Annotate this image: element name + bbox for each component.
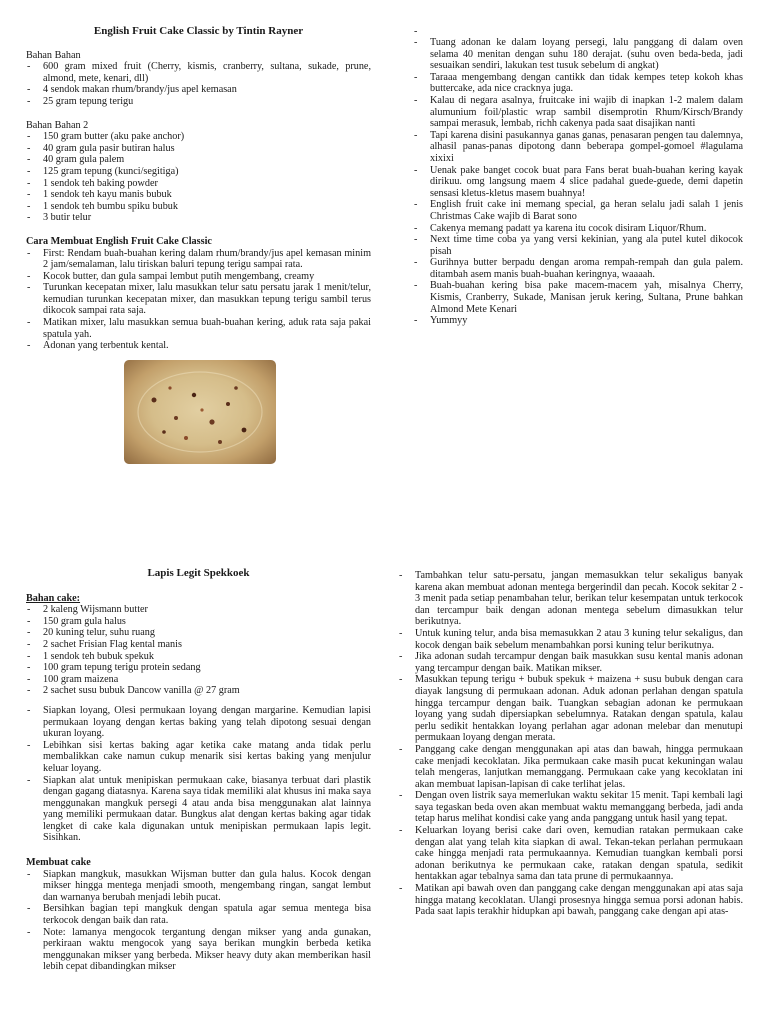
cara-list — [26, 248, 371, 352]
list-item: - 1 sendok teh baking powder — [26, 178, 371, 190]
list-item: - 20 kuning telur, suhu ruang — [26, 627, 371, 639]
bahan-cake-heading: Bahan cake: — [26, 592, 81, 604]
list-item: - Lebihkan sisi kertas baking agar ketika cake matang anda tidak perlu membalikkan cake namun cukup menarik sisi kertas baking yang menjulur keluar loyang. — [26, 740, 371, 775]
list-item: - 150 gram butter (aku pake anchor) — [26, 131, 371, 143]
fruitcake-right-list — [413, 26, 743, 327]
bahan1-list — [26, 61, 371, 107]
list-item: - 2 sachet susu bubuk Dancow vanilla @ 27 gram — [26, 685, 371, 697]
spekkoek-prep-list — [26, 705, 371, 844]
bahan2-list — [26, 131, 371, 224]
list-item: - Dengan oven listrik saya memerlukan waktu sekitar 15 menit. Tapi kembali lagi saya tegaskan beda oven akan membuat waktu memanggang berbeda, jadi anda tetap harus melihat kondisi cake yang anda panggang untuk hasil yang tepat. — [398, 790, 743, 825]
list-item: - Tuang adonan ke dalam loyang persegi, lalu panggang di dalam oven selama 40 menitan dengan suhu 180 derajat. (suhu oven beda-beda, jadi sesuaikan sendiri, lakukan test tusuk sebelum di angkat) — [413, 37, 743, 72]
list-item: - 40 gram gula palem — [26, 154, 371, 166]
list-item: - 1 sendok teh bumbu spiku bubuk — [26, 201, 371, 213]
list-item: - Taraaa mengembang dengan cantikk dan tidak kempes tetep kokoh khas buttercake, ada nice cracknya juga. — [413, 72, 743, 95]
membuat-cake-heading: Membuat cake — [26, 857, 91, 869]
list-item: - Panggang cake dengan menggunakan api atas dan bawah, hingga permukaan cake menjadi kecoklatan. Jika permukaan cake masih pucat kekuningan walau telah mengeras, lanjutkan memanggang. Permukaan cake yang kecoklatan ini akan membuat lapisan-lapisan di cake terlihat jelas. — [398, 744, 743, 790]
spekkoek-membuat-list — [26, 869, 371, 973]
list-item: - Matikan mixer, lalu masukkan semua buah-buahan kering, aduk rata saja pakai spatula yah. — [26, 317, 371, 340]
spekkoek-left-column — [26, 568, 371, 973]
list-item: - Tambahkan telur satu-persatu, jangan memasukkan telur sekaligus banyak karena akan membuat adonan mentega bergerindil dan pecah. Kocok sekitar 2 - 3 menit pada setiap penambahan telur, berikan telur kesempatan untuk terkocok dan tercampur baik dengan adonan mentega sebelum dimasukkan telur berikutnya. — [398, 570, 743, 628]
list-item: - Bersihkan bagian tepi mangkuk dengan spatula agar semua mentega bisa terkocok dengan baik dan rata. — [26, 903, 371, 926]
list-item: - 4 sendok makan rhum/brandy/jus apel kemasan — [26, 84, 371, 96]
list-item: - 2 sachet Frisian Flag kental manis — [26, 639, 371, 651]
list-item: - Adonan yang terbentuk kental. — [26, 340, 371, 352]
list-item: - Matikan api bawah oven dan panggang cake dengan menggunakan api atas saja hingga matang kecoklatan. Ulangi prosesnya hingga semua porsi adonan habis. Pada saat lapis terakhir hidupkan api bawah, panggang cake dengan api atas- — [398, 883, 743, 918]
list-item: - 1 sendok teh bubuk spekuk — [26, 651, 371, 663]
cake-batter-photo — [124, 360, 276, 464]
list-item: - 150 gram gula halus — [26, 616, 371, 628]
list-item: - Cakenya memang padatt ya karena itu cocok disiram Liquor/Rhum. — [413, 223, 743, 235]
list-item: - English fruit cake ini memang special, ga heran selalu jadi salah 1 jenis Christmas Cake wajib di Barat sono — [413, 199, 743, 222]
list-item: - Note: lamanya mengocok tergantung dengan mikser yang anda gunakan, perkiraan waktu mengocok yang saya berikan mungkin berbeda ketika menggunakan mikser yang berbeda. Mikser heavy duty akan memberikan hasil lebih cepat dibandingkan mikser — [26, 927, 371, 973]
list-item: - Uenak pake banget cocok buat para Fans berat buah-buahan kering kayak dirikuu. omg langsung maem 4 slice padahal guede-guede, demi dapetin sensasi kletus-kletus masem buahnya! — [413, 165, 743, 200]
fruitcake-right-column — [413, 26, 743, 327]
list-item: - First: Rendam buah-buahan kering dalam rhum/brandy/jus apel kemasan minim 2 jam/semalaman, lalu tiriskan baluri tepung terigu sampai rata. — [26, 248, 371, 271]
list-item: - Yummyy — [413, 315, 743, 327]
list-item: - Gurihnya butter berpadu dengan aroma rempah-rempah dan gula palem. ditambah asem manis buah-buahan keringnya, waaaah. — [413, 257, 743, 280]
list-item: - 100 gram maizena — [26, 674, 371, 686]
list-item: - Untuk kuning telur, anda bisa memasukkan 2 atau 3 kuning telur sekaligus, dan kocok dengan baik sebelum menambahkan porsi kuning telur berikutnya. — [398, 628, 743, 651]
list-item: - Siapkan loyang, Olesi permukaan loyang dengan margarine. Kemudian lapisi permukaan loyang dengan kertas baking yang telah dipotong sesuai dengan ukuran loyang. — [26, 705, 371, 740]
list-item: - Jika adonan sudah tercampur dengan baik masukkan susu kental manis adonan yang tercampur dengan baik. Matikan mikser. — [398, 651, 743, 674]
bahan1-heading: Bahan Bahan — [26, 49, 81, 61]
list-item: - Turunkan kecepatan mixer, lalu masukkan telur satu persatu jarak 1 menit/telur, kemudian turunkan kecepatan mixer, dan masukkan tepung terigu sambil terus dikocok sampai rata saja. — [26, 282, 371, 317]
spekkoek-bahan-list — [26, 604, 371, 697]
fruitcake-left-column — [26, 26, 371, 464]
bahan2-heading: Bahan Bahan 2 — [26, 119, 89, 131]
batter-texture-image — [124, 360, 276, 464]
list-item: - Siapkan mangkuk, masukkan Wijsman butter dan gula halus. Kocok dengan mikser hingga mentega menjadi smooth, mengembang ringan, sangat lembut dan warnanya berubah menjadi lebih pucat. — [26, 869, 371, 904]
spekkoek-title: Lapis Legit Spekkoek — [147, 567, 250, 579]
list-item: - 40 gram gula pasir butiran halus — [26, 143, 371, 155]
list-item: - Next time time coba ya yang versi kekinian, yang ala putel kutel dikocok pisah — [413, 234, 743, 257]
list-item: - Masukkan tepung terigu + bubuk spekuk + maizena + susu bubuk dengan cara diayak langsung di permukaan adonan. Aduk adonan perlahan dengan spatula hingga tercampur dengan baik. Tuangkan sebagian adonan ke permukaan loyang yang sudah dipersiapkan sebelumnya. Ratakan dengan spatula, kalau perlu sedikit hentakkan loyang perlahan agar adonan melebar dan menutupi permukaan loyang dengan merata. — [398, 674, 743, 744]
list-item: - Kocok butter, dan gula sampai lembut putih mengembang, creamy — [26, 271, 371, 283]
spekkoek-right-list — [398, 570, 743, 918]
cara-heading: Cara Membuat English Fruit Cake Classic — [26, 235, 212, 247]
list-item-empty — [413, 26, 743, 37]
list-item: - Siapkan alat untuk menipiskan permukaan cake, biasanya terbuat dari plastik dengan gagang diatasnya. Karena saya tidak memiliki alat khusus ini maka saya menggunakan mangkuk persegi 4 atau anda bisa menggunakan alat lainnya yang memiliki permukaan datar. Bungkus alat dengan kertas baking agar tidak lengket di cake kala digunakan untuk menipiskan permukaan lapis legit. Sisihkan. — [26, 775, 371, 845]
list-item: - 125 gram tepung (kunci/segitiga) — [26, 166, 371, 178]
list-item: - Buah-buahan kering bisa pake macem-macem yah, misalnya Cherry, Kismis, Cranberry, Sukade, Manisan jeruk kering, Sultana, Prune bahkan Almond Mete Kenari — [413, 280, 743, 315]
fruitcake-title: English Fruit Cake Classic by Tintin Rayner — [93, 25, 304, 37]
list-item: - 100 gram tepung terigu protein sedang — [26, 662, 371, 674]
list-item: - 600 gram mixed fruit (Cherry, kismis, cranberry, sultana, sukade, prune, almond, mete, kenari, dll) — [26, 61, 371, 84]
list-item: - Kalau di negara asalnya, fruitcake ini wajib di inapkan 1-2 malem dalam alumunium foil/plastic wrap sambil disemprotin Rhum/Kirsch/Brandy sampai merasuk, lembab, richh cakenya pada saat disajikan nanti — [413, 95, 743, 130]
list-item: - 2 kaleng Wijsmann butter — [26, 604, 371, 616]
list-item: - Tapi karena disini pasukannya ganas ganas, penasaran pengen tau dalemnya, alhasil panas-panas dipotong dann beberapa gompel-gomoel #lagulama xixixi — [413, 130, 743, 165]
spekkoek-right-column — [398, 570, 743, 918]
list-item: - Keluarkan loyang berisi cake dari oven, kemudian ratakan permukaan cake dengan alat yang telah kita siapkan di awal. Tekan-tekan perlahan permukaan cake hingga menjadi rata permukaannya. Kemudian tuangkan kembali porsi adonan berikutnya ke permukaan cake, ratakan dengan spatula, sedikit hentakkan agar tebalnya sama dan tata prune di permukaannya. — [398, 825, 743, 883]
list-item: - 25 gram tepung terigu — [26, 96, 371, 108]
list-item: - 1 sendok teh kayu manis bubuk — [26, 189, 371, 201]
list-item: - 3 butir telur — [26, 212, 371, 224]
